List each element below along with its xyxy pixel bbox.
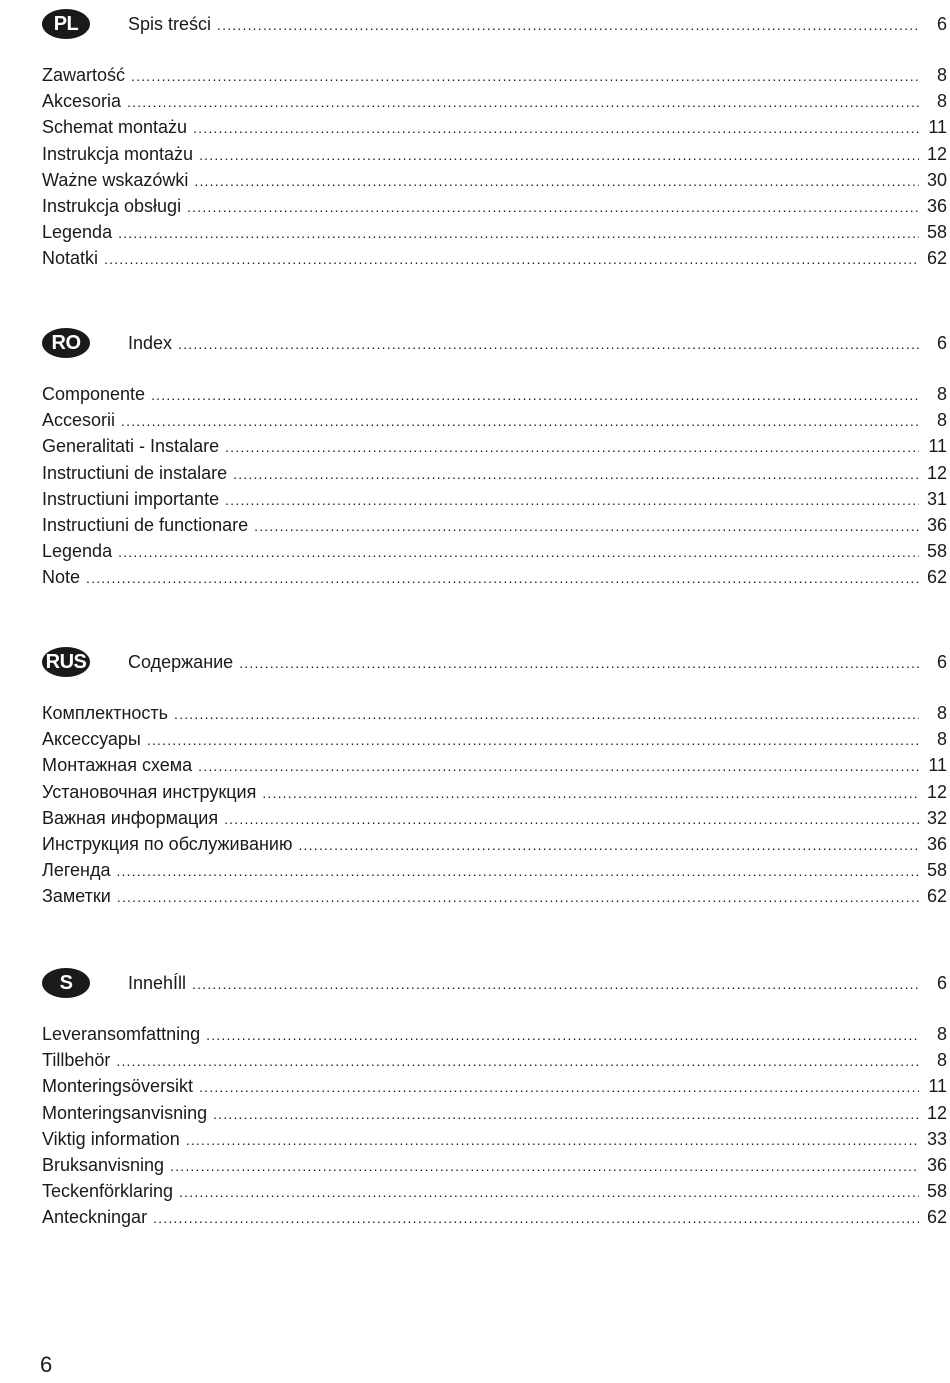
entry-label: Комплектность <box>42 703 169 723</box>
toc-entry[interactable] <box>42 857 947 883</box>
section-title: InnehÍll <box>128 973 187 993</box>
section-title: Содержание <box>128 652 234 672</box>
dot-leader <box>186 1127 919 1153</box>
entry-label: Componente <box>42 384 146 404</box>
entry-label: Важная информация <box>42 807 219 828</box>
entry-label: Leveransomfattning <box>42 1024 201 1044</box>
toc-entry[interactable] <box>42 538 947 564</box>
dot-leader <box>254 513 919 539</box>
section-header <box>42 328 947 358</box>
entry-label: Instructiuni de functionare <box>42 514 249 535</box>
entry-page: 8 <box>936 1024 947 1044</box>
section-title-page: 6 <box>936 973 947 993</box>
toc-entry[interactable] <box>42 1126 947 1152</box>
entry-label: Accesorii <box>42 410 116 431</box>
toc-entry[interactable] <box>42 114 947 140</box>
entry-label: Instrukcja obsługi <box>42 195 182 216</box>
section-header <box>42 647 947 677</box>
toc-entry[interactable] <box>42 193 947 219</box>
entry-page: 12 <box>926 1102 947 1123</box>
dot-leader <box>206 1022 919 1048</box>
dot-leader <box>153 1205 919 1231</box>
dot-leader <box>116 1048 919 1074</box>
entry-label: Zawartość <box>42 65 126 85</box>
dot-leader <box>199 142 919 168</box>
entry-page: 11 <box>928 436 947 457</box>
section-title-line[interactable] <box>128 330 947 357</box>
entry-page: 33 <box>926 1128 947 1149</box>
entry-label: Viktig information <box>42 1128 180 1149</box>
entry-label: Bruksanvisning <box>42 1154 165 1175</box>
section-title-line[interactable] <box>128 11 947 38</box>
entry-label: Note <box>42 567 81 588</box>
toc-entry[interactable] <box>42 1204 947 1230</box>
dot-leader <box>262 780 919 806</box>
section-title-line[interactable] <box>128 649 947 676</box>
entry-label: Generalitati - Instalare <box>42 436 220 457</box>
language-badge-s: S <box>42 968 90 998</box>
toc-entry[interactable] <box>42 407 947 433</box>
toc-entry[interactable] <box>42 1100 947 1126</box>
dot-leader <box>178 331 919 357</box>
toc-entry[interactable] <box>42 1152 947 1178</box>
dot-leader <box>147 727 919 753</box>
section-header <box>42 9 947 39</box>
entry-page: 36 <box>926 1154 947 1175</box>
toc-entry[interactable] <box>42 1047 947 1073</box>
toc-entry[interactable] <box>42 1073 947 1099</box>
page-number: 6 <box>40 1352 53 1377</box>
entry-label: Легенда <box>42 860 111 881</box>
dot-leader <box>121 408 919 434</box>
toc-entry[interactable] <box>42 779 947 805</box>
entry-label: Аксессуары <box>42 729 141 750</box>
entry-label: Ważne wskazówki <box>42 169 189 190</box>
language-badge-pl: PL <box>42 9 90 39</box>
language-badge-ro: RO <box>42 328 90 358</box>
section-title-line[interactable] <box>128 970 947 997</box>
dot-leader <box>179 1179 919 1205</box>
entry-page: 8 <box>936 703 947 723</box>
toc-entry[interactable] <box>42 564 947 590</box>
entry-page: 11 <box>928 1076 947 1097</box>
toc-section-ro <box>42 328 947 591</box>
dot-leader <box>117 884 919 910</box>
toc-entry[interactable] <box>42 381 947 407</box>
entry-page: 8 <box>936 65 947 85</box>
toc-entry[interactable] <box>42 805 947 831</box>
entry-page: 58 <box>926 541 947 562</box>
entry-label: Заметки <box>42 886 111 907</box>
entry-page: 36 <box>926 514 947 535</box>
entry-label: Schemat montażu <box>42 117 188 138</box>
entry-page: 12 <box>926 143 947 164</box>
dot-leader <box>116 858 919 884</box>
toc-entry[interactable] <box>42 167 947 193</box>
toc-entries <box>42 1021 947 1231</box>
dot-leader <box>86 565 919 591</box>
dot-leader <box>170 1153 919 1179</box>
toc-entry[interactable] <box>42 726 947 752</box>
entry-page: 31 <box>926 488 947 509</box>
dot-leader <box>199 1074 919 1100</box>
dot-leader <box>233 461 919 487</box>
toc-entry[interactable] <box>42 141 947 167</box>
dot-leader <box>192 971 919 997</box>
toc-entry[interactable] <box>42 460 947 486</box>
toc-entry[interactable] <box>42 512 947 538</box>
dot-leader <box>224 806 919 832</box>
toc-entry[interactable] <box>42 433 947 459</box>
toc-entries <box>42 381 947 591</box>
toc-entry[interactable] <box>42 752 947 778</box>
dot-leader <box>131 63 919 89</box>
section-title-page: 6 <box>936 333 947 353</box>
entry-page: 62 <box>926 248 947 269</box>
entry-label: Legenda <box>42 541 113 562</box>
dot-leader <box>118 539 919 565</box>
entry-page: 36 <box>926 195 947 216</box>
dot-leader <box>198 753 919 779</box>
toc-entry[interactable] <box>42 700 947 726</box>
entry-label: Notatki <box>42 248 99 269</box>
entry-page: 58 <box>926 1181 947 1202</box>
toc-entry[interactable] <box>42 831 947 857</box>
dot-leader <box>118 220 919 246</box>
dot-leader <box>213 1101 919 1127</box>
entry-page: 8 <box>936 729 947 750</box>
entry-page: 36 <box>926 833 947 854</box>
dot-leader <box>193 115 919 141</box>
entry-page: 58 <box>926 860 947 881</box>
entry-page: 30 <box>926 169 947 190</box>
entry-page: 11 <box>928 117 947 138</box>
toc-entry[interactable] <box>42 88 947 114</box>
entry-label: Akcesoria <box>42 91 122 112</box>
dot-leader <box>187 194 919 220</box>
toc-entries <box>42 62 947 272</box>
section-title: Spis treści <box>128 14 212 34</box>
toc-entry[interactable] <box>42 62 947 88</box>
entry-page: 8 <box>936 91 947 112</box>
entry-page: 8 <box>936 1050 947 1071</box>
toc-section-pl <box>42 9 947 272</box>
dot-leader <box>104 246 919 272</box>
entry-label: Instructiuni importante <box>42 488 220 509</box>
dot-leader <box>217 12 919 38</box>
entry-label: Установочная инструкция <box>42 781 257 802</box>
entry-page: 11 <box>928 755 947 776</box>
entry-page: 8 <box>936 384 947 404</box>
entry-label: Инструкция по обслуживанию <box>42 833 293 854</box>
entry-label: Anteckningar <box>42 1207 148 1228</box>
entry-label: Legenda <box>42 222 113 243</box>
entry-page: 12 <box>926 462 947 483</box>
entry-page: 62 <box>926 886 947 907</box>
language-badge-rus: RUS <box>42 647 90 677</box>
entry-label: Teckenförklaring <box>42 1181 174 1202</box>
entry-page: 62 <box>926 1207 947 1228</box>
entry-label: Monteringsöversikt <box>42 1076 194 1097</box>
toc-entry[interactable] <box>42 219 947 245</box>
entry-label: Монтажная схема <box>42 755 193 776</box>
entry-label: Instrukcja montażu <box>42 143 194 164</box>
dot-leader <box>225 487 919 513</box>
dot-leader <box>194 168 919 194</box>
toc-entry[interactable] <box>42 1021 947 1047</box>
dot-leader <box>127 89 919 115</box>
toc-entry[interactable] <box>42 883 947 909</box>
entry-page: 8 <box>936 410 947 431</box>
entry-label: Monteringsanvisning <box>42 1102 208 1123</box>
entry-page: 32 <box>926 807 947 828</box>
section-title-page: 6 <box>936 14 947 34</box>
entry-page: 58 <box>926 222 947 243</box>
toc-entry[interactable] <box>42 245 947 271</box>
entry-page: 12 <box>926 781 947 802</box>
toc-section-s <box>42 968 947 1231</box>
section-title-page: 6 <box>936 652 947 672</box>
entry-page: 62 <box>926 567 947 588</box>
toc-entry[interactable] <box>42 1178 947 1204</box>
toc-section-rus <box>42 647 947 910</box>
section-title: Index <box>128 333 173 353</box>
dot-leader <box>239 650 919 676</box>
dot-leader <box>174 701 919 727</box>
section-header <box>42 968 947 998</box>
dot-leader <box>225 434 919 460</box>
dot-leader <box>298 832 919 858</box>
toc-entry[interactable] <box>42 486 947 512</box>
toc-entries <box>42 700 947 910</box>
entry-label: Tillbehör <box>42 1050 111 1071</box>
entry-label: Instructiuni de instalare <box>42 462 228 483</box>
dot-leader <box>151 382 919 408</box>
